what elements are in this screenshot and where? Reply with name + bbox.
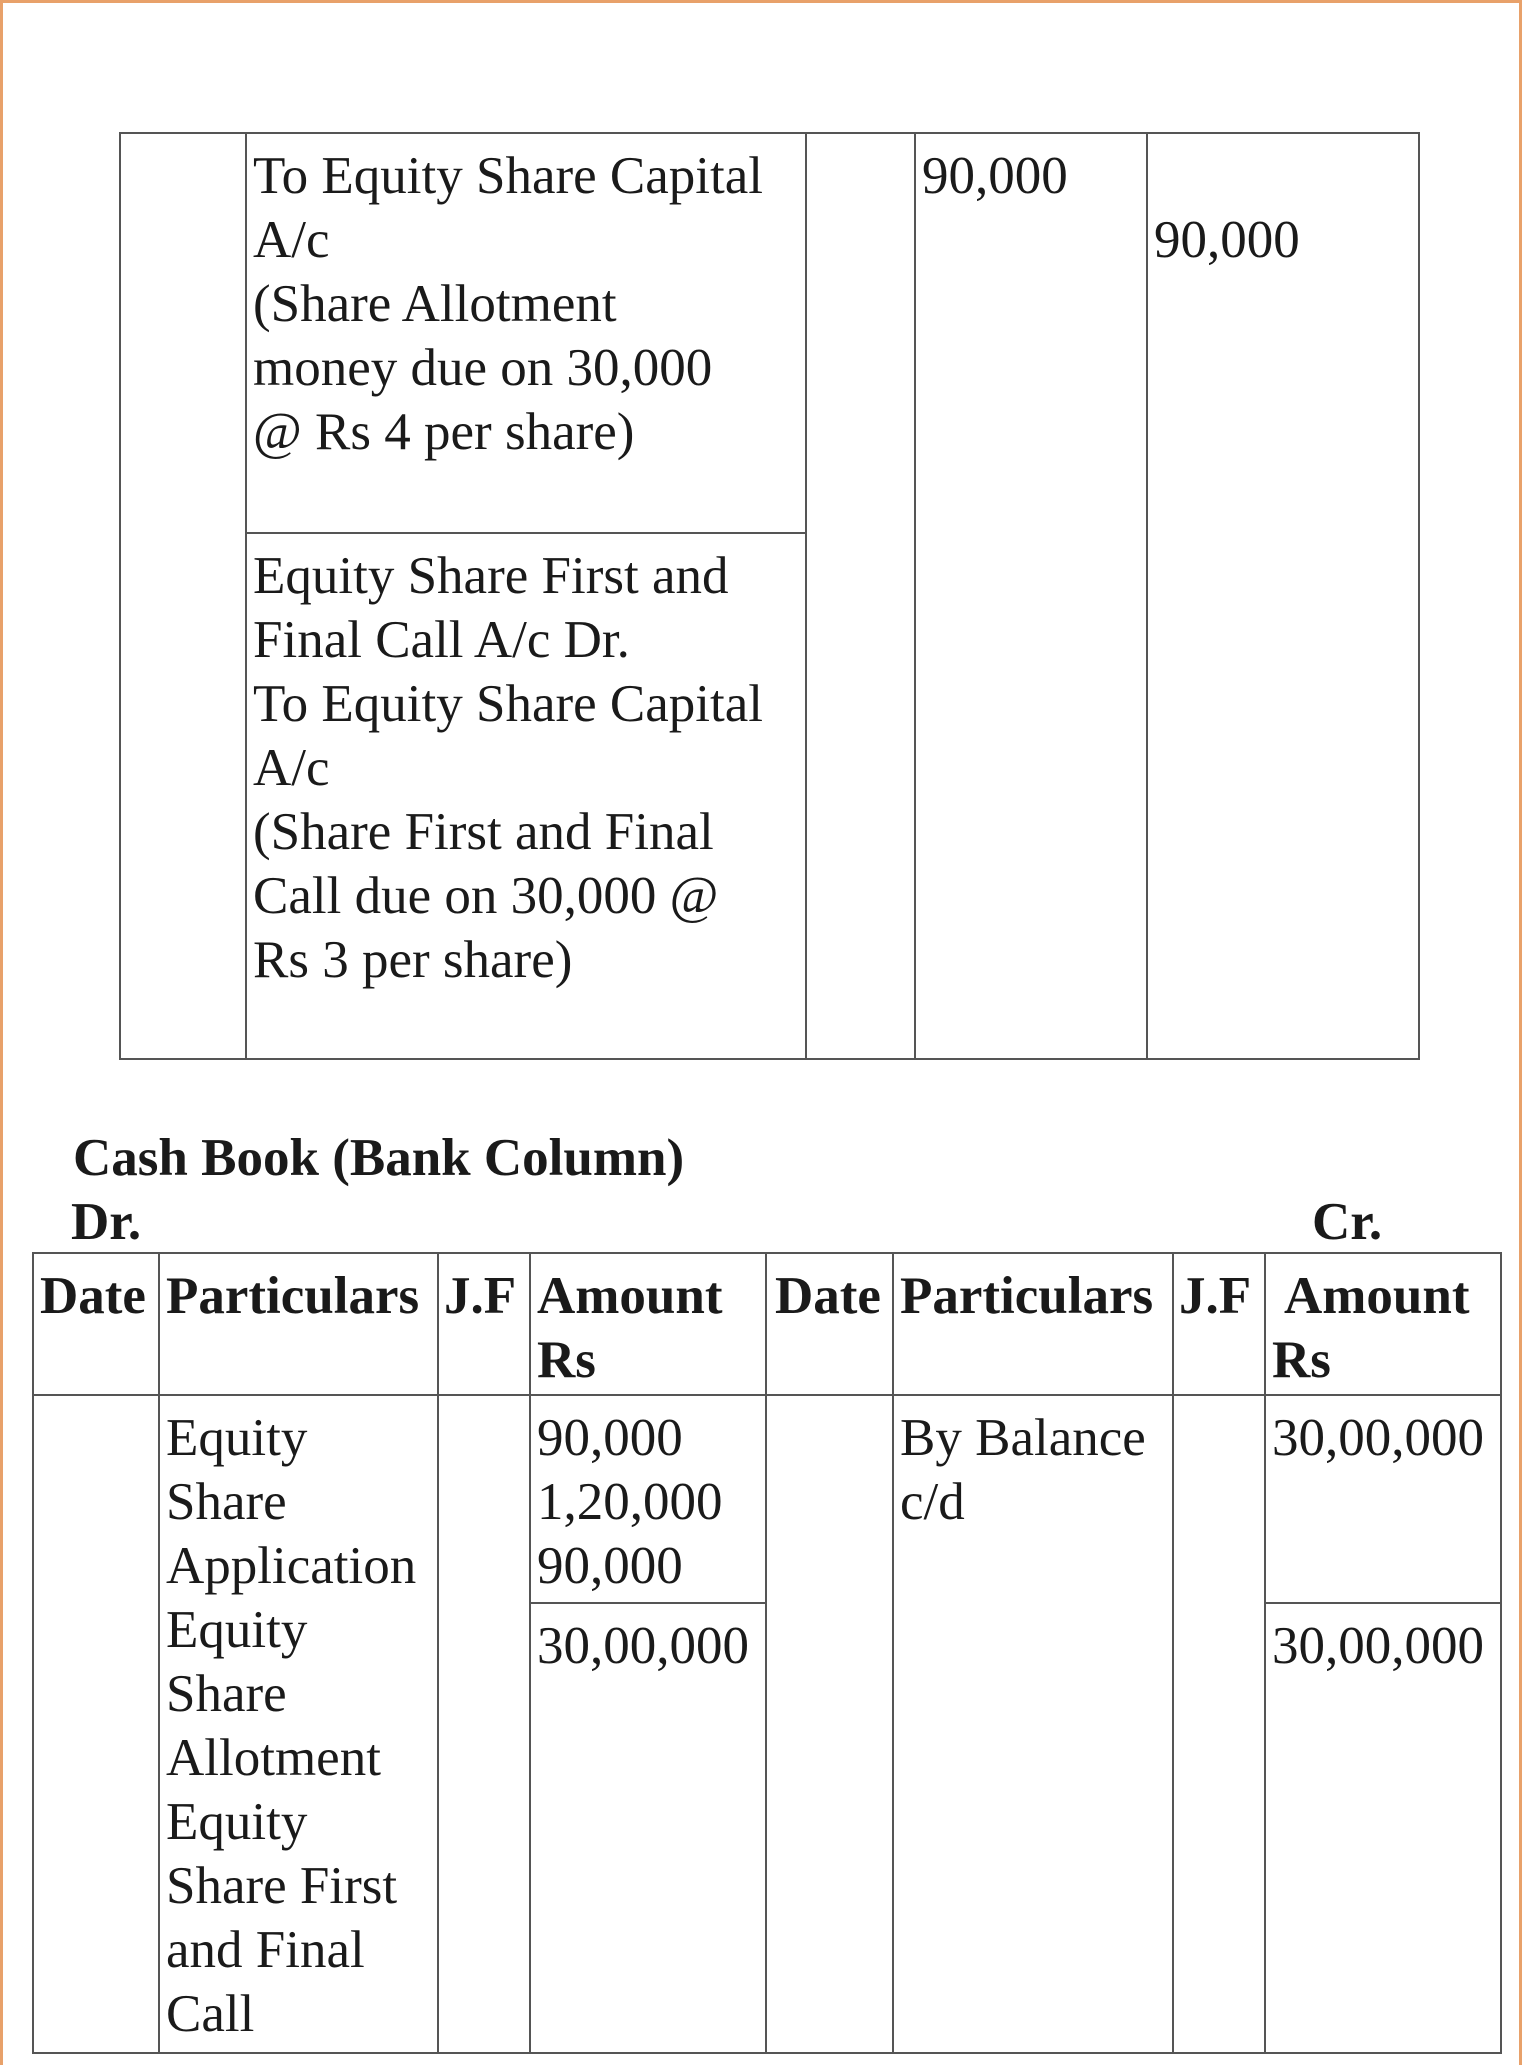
cashbook-top-border bbox=[32, 1252, 1502, 1254]
header-date: Date bbox=[40, 1267, 146, 1325]
journal-col-line bbox=[245, 132, 247, 1060]
dr-total: 30,00,000 bbox=[537, 1617, 749, 1675]
entry2-line: Equity Share First and bbox=[253, 547, 729, 605]
dr-particulars-line: Equity bbox=[166, 1409, 308, 1467]
entry2-line: Call due on 30,000 @ bbox=[253, 867, 719, 925]
entry2-line: A/c bbox=[253, 739, 330, 797]
journal-col-line bbox=[914, 132, 916, 1060]
cashbook-col-line bbox=[437, 1252, 439, 2054]
cashbook-col-line bbox=[32, 1252, 34, 2054]
header-amount-unit: Rs bbox=[537, 1331, 596, 1389]
dr-particulars-line: Allotment bbox=[166, 1729, 381, 1787]
cashbook-col-line bbox=[765, 1252, 767, 2054]
dr-total-divider bbox=[529, 1602, 767, 1604]
dr-particulars-line: Share bbox=[166, 1473, 287, 1531]
cr-particulars-line: By Balance bbox=[900, 1409, 1146, 1467]
header-jf: J.F bbox=[444, 1267, 517, 1325]
header-amount-unit: Rs bbox=[1272, 1331, 1331, 1389]
entry1-line: A/c bbox=[253, 211, 330, 269]
dr-particulars-line: Call bbox=[166, 1985, 255, 2043]
entry2-line: Rs 3 per share) bbox=[253, 931, 573, 989]
dr-particulars-line: Share First bbox=[166, 1857, 398, 1915]
cashbook-col-line bbox=[158, 1252, 160, 2054]
cr-label: Cr. bbox=[1312, 1193, 1383, 1251]
cashbook-col-line bbox=[1172, 1252, 1174, 2054]
journal-col-line bbox=[119, 132, 121, 1060]
cr-amount: 30,00,000 bbox=[1272, 1409, 1484, 1467]
dr-particulars-line: and Final bbox=[166, 1921, 365, 1979]
cashbook-bottom-border bbox=[32, 2052, 1502, 2054]
dr-particulars-line: Share bbox=[166, 1665, 287, 1723]
cashbook-col-line bbox=[1500, 1252, 1502, 2054]
dr-label: Dr. bbox=[71, 1193, 142, 1251]
header-jf: J.F bbox=[1179, 1267, 1252, 1325]
dr-amount: 90,000 bbox=[537, 1537, 683, 1595]
entry1-line: money due on 30,000 bbox=[253, 339, 713, 397]
entry1-line: (Share Allotment bbox=[253, 275, 617, 333]
cashbook-col-line bbox=[1264, 1252, 1266, 2054]
cashbook-col-line bbox=[529, 1252, 531, 2054]
entry2-line: (Share First and Final bbox=[253, 803, 714, 861]
entry2-line: Final Call A/c Dr. bbox=[253, 611, 630, 669]
header-amount: Amount bbox=[1284, 1267, 1470, 1325]
dr-amount: 90,000 bbox=[537, 1409, 683, 1467]
journal-col-line bbox=[805, 132, 807, 1060]
dr-amount: 1,20,000 bbox=[537, 1473, 723, 1531]
cr-particulars-line: c/d bbox=[900, 1473, 965, 1531]
dr-particulars-line: Equity bbox=[166, 1793, 308, 1851]
journal-bottom-border bbox=[119, 1058, 1420, 1060]
journal-top-border bbox=[119, 132, 1420, 134]
cr-total-divider bbox=[1264, 1602, 1502, 1604]
header-date: Date bbox=[775, 1267, 881, 1325]
dr-particulars-line: Equity bbox=[166, 1601, 308, 1659]
cashbook-header-divider bbox=[32, 1394, 1502, 1396]
cr-total: 30,00,000 bbox=[1272, 1617, 1484, 1675]
journal-col-line bbox=[1146, 132, 1148, 1060]
cashbook-col-line bbox=[892, 1252, 894, 2054]
entry1-line: @ Rs 4 per share) bbox=[253, 403, 635, 461]
entry2-line: To Equity Share Capital bbox=[253, 675, 763, 733]
entry1-line: To Equity Share Capital bbox=[253, 147, 763, 205]
entry1-credit: 90,000 bbox=[1154, 211, 1300, 269]
header-amount: Amount bbox=[537, 1267, 723, 1325]
header-particulars: Particulars bbox=[900, 1267, 1154, 1325]
cashbook-title: Cash Book (Bank Column) bbox=[73, 1129, 685, 1187]
entry1-debit: 90,000 bbox=[922, 147, 1068, 205]
journal-col-line bbox=[1418, 132, 1420, 1060]
journal-row-divider bbox=[245, 532, 807, 534]
header-particulars: Particulars bbox=[166, 1267, 420, 1325]
dr-particulars-line: Application bbox=[166, 1537, 417, 1595]
